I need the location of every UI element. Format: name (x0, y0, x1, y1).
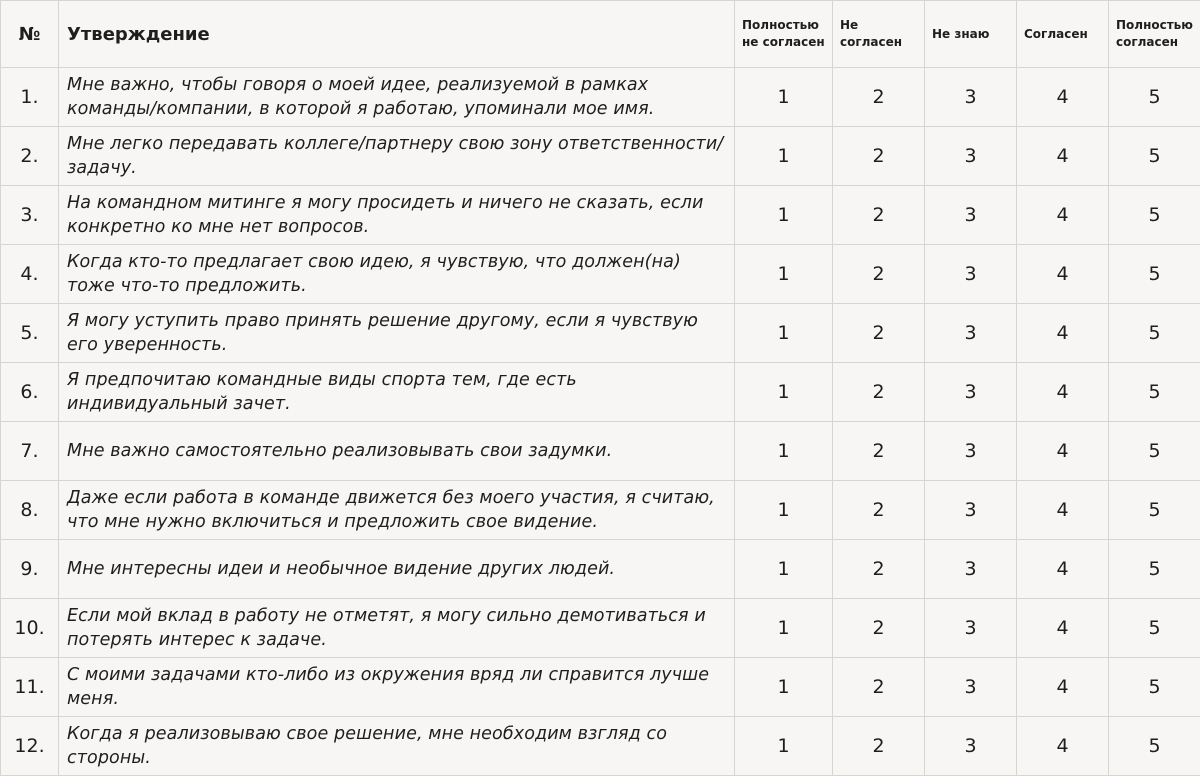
score-cell-5[interactable]: 5 (1109, 68, 1200, 127)
row-statement: Когда я реализовываю свое решение, мне необходим взгляд со стороны. (59, 717, 735, 776)
score-cell-2[interactable]: 2 (833, 363, 925, 422)
row-number: 7. (1, 422, 59, 481)
score-cell-5[interactable]: 5 (1109, 127, 1200, 186)
score-cell-2[interactable]: 2 (833, 717, 925, 776)
table-row (1, 245, 1200, 304)
table-row (1, 599, 1200, 658)
score-cell-2[interactable]: 2 (833, 304, 925, 363)
score-cell-3[interactable]: 3 (925, 304, 1017, 363)
score-cell-1[interactable]: 1 (735, 186, 833, 245)
header-option-agree: Согласен (1017, 1, 1109, 68)
score-cell-5[interactable]: 5 (1109, 658, 1200, 717)
score-cell-5[interactable]: 5 (1109, 245, 1200, 304)
score-cell-5[interactable]: 5 (1109, 599, 1200, 658)
score-cell-4[interactable]: 4 (1017, 245, 1109, 304)
header-option-strongly-disagree: Полностью не согласен (735, 1, 833, 68)
score-cell-3[interactable]: 3 (925, 422, 1017, 481)
score-cell-4[interactable]: 4 (1017, 599, 1109, 658)
score-cell-4[interactable]: 4 (1017, 481, 1109, 540)
score-cell-2[interactable]: 2 (833, 186, 925, 245)
score-cell-2[interactable]: 2 (833, 540, 925, 599)
table-row (1, 304, 1200, 363)
row-number: 1. (1, 68, 59, 127)
row-statement: Если мой вклад в работу не отметят, я могу сильно демотиваться и потерять интерес к задаче. (59, 599, 735, 658)
header-option-strongly-agree: Полностью согласен (1109, 1, 1200, 68)
row-number: 9. (1, 540, 59, 599)
row-number: 6. (1, 363, 59, 422)
row-statement: Я могу уступить право принять решение другому, если я чувствую его уверенность. (59, 304, 735, 363)
table-row (1, 717, 1200, 776)
header-option-disagree: Не согласен (833, 1, 925, 68)
row-statement: Когда кто-то предлагает свою идею, я чувствую, что должен(на) тоже что-то предложить. (59, 245, 735, 304)
score-cell-4[interactable]: 4 (1017, 540, 1109, 599)
score-cell-1[interactable]: 1 (735, 599, 833, 658)
row-number: 3. (1, 186, 59, 245)
table-row (1, 422, 1200, 481)
score-cell-5[interactable]: 5 (1109, 363, 1200, 422)
score-cell-3[interactable]: 3 (925, 658, 1017, 717)
score-cell-4[interactable]: 4 (1017, 363, 1109, 422)
row-number: 8. (1, 481, 59, 540)
table-row (1, 540, 1200, 599)
score-cell-4[interactable]: 4 (1017, 717, 1109, 776)
score-cell-2[interactable]: 2 (833, 481, 925, 540)
score-cell-5[interactable]: 5 (1109, 540, 1200, 599)
score-cell-4[interactable]: 4 (1017, 422, 1109, 481)
header-option-dont-know: Не знаю (925, 1, 1017, 68)
score-cell-3[interactable]: 3 (925, 481, 1017, 540)
score-cell-2[interactable]: 2 (833, 422, 925, 481)
score-cell-1[interactable]: 1 (735, 363, 833, 422)
table-row (1, 363, 1200, 422)
row-statement: Даже если работа в команде движется без моего участия, я считаю, что мне нужно включиться и предложить свое видение. (59, 481, 735, 540)
row-number: 11. (1, 658, 59, 717)
header-number: № (1, 1, 59, 68)
table-row (1, 68, 1200, 127)
score-cell-2[interactable]: 2 (833, 599, 925, 658)
score-cell-3[interactable]: 3 (925, 186, 1017, 245)
score-cell-1[interactable]: 1 (735, 304, 833, 363)
score-cell-5[interactable]: 5 (1109, 422, 1200, 481)
score-cell-1[interactable]: 1 (735, 245, 833, 304)
score-cell-3[interactable]: 3 (925, 363, 1017, 422)
row-number: 5. (1, 304, 59, 363)
score-cell-2[interactable]: 2 (833, 127, 925, 186)
score-cell-3[interactable]: 3 (925, 245, 1017, 304)
score-cell-1[interactable]: 1 (735, 422, 833, 481)
table-row (1, 186, 1200, 245)
header-row (1, 1, 1200, 68)
score-cell-5[interactable]: 5 (1109, 304, 1200, 363)
score-cell-4[interactable]: 4 (1017, 68, 1109, 127)
score-cell-1[interactable]: 1 (735, 127, 833, 186)
row-statement: Я предпочитаю командные виды спорта тем, где есть индивидуальный зачет. (59, 363, 735, 422)
score-cell-2[interactable]: 2 (833, 245, 925, 304)
row-statement: Мне важно, чтобы говоря о моей идее, реализуемой в рамках команды/компании, в которой я работаю, упоминали мое имя. (59, 68, 735, 127)
score-cell-2[interactable]: 2 (833, 68, 925, 127)
score-cell-2[interactable]: 2 (833, 658, 925, 717)
score-cell-3[interactable]: 3 (925, 540, 1017, 599)
score-cell-5[interactable]: 5 (1109, 481, 1200, 540)
score-cell-1[interactable]: 1 (735, 68, 833, 127)
score-cell-1[interactable]: 1 (735, 658, 833, 717)
row-statement: С моими задачами кто-либо из окружения вряд ли справится лучше меня. (59, 658, 735, 717)
table-row (1, 127, 1200, 186)
score-cell-3[interactable]: 3 (925, 717, 1017, 776)
row-number: 4. (1, 245, 59, 304)
score-cell-4[interactable]: 4 (1017, 186, 1109, 245)
score-cell-5[interactable]: 5 (1109, 186, 1200, 245)
header-statement: Утверждение (59, 1, 735, 68)
row-number: 10. (1, 599, 59, 658)
row-statement: Мне важно самостоятельно реализовывать свои задумки. (59, 422, 735, 481)
score-cell-1[interactable]: 1 (735, 717, 833, 776)
table-row (1, 481, 1200, 540)
score-cell-1[interactable]: 1 (735, 540, 833, 599)
table-row (1, 658, 1200, 717)
score-cell-4[interactable]: 4 (1017, 304, 1109, 363)
row-statement: Мне интересны идеи и необычное видение других людей. (59, 540, 735, 599)
score-cell-3[interactable]: 3 (925, 68, 1017, 127)
score-cell-5[interactable]: 5 (1109, 717, 1200, 776)
row-number: 2. (1, 127, 59, 186)
score-cell-4[interactable]: 4 (1017, 658, 1109, 717)
row-statement: Мне легко передавать коллеге/партнеру свою зону ответственности/задачу. (59, 127, 735, 186)
row-statement: На командном митинге я могу просидеть и ничего не сказать, если конкретно ко мне нет вопросов. (59, 186, 735, 245)
score-cell-1[interactable]: 1 (735, 481, 833, 540)
score-cell-4[interactable]: 4 (1017, 127, 1109, 186)
score-cell-3[interactable]: 3 (925, 127, 1017, 186)
score-cell-3[interactable]: 3 (925, 599, 1017, 658)
row-number: 12. (1, 717, 59, 776)
